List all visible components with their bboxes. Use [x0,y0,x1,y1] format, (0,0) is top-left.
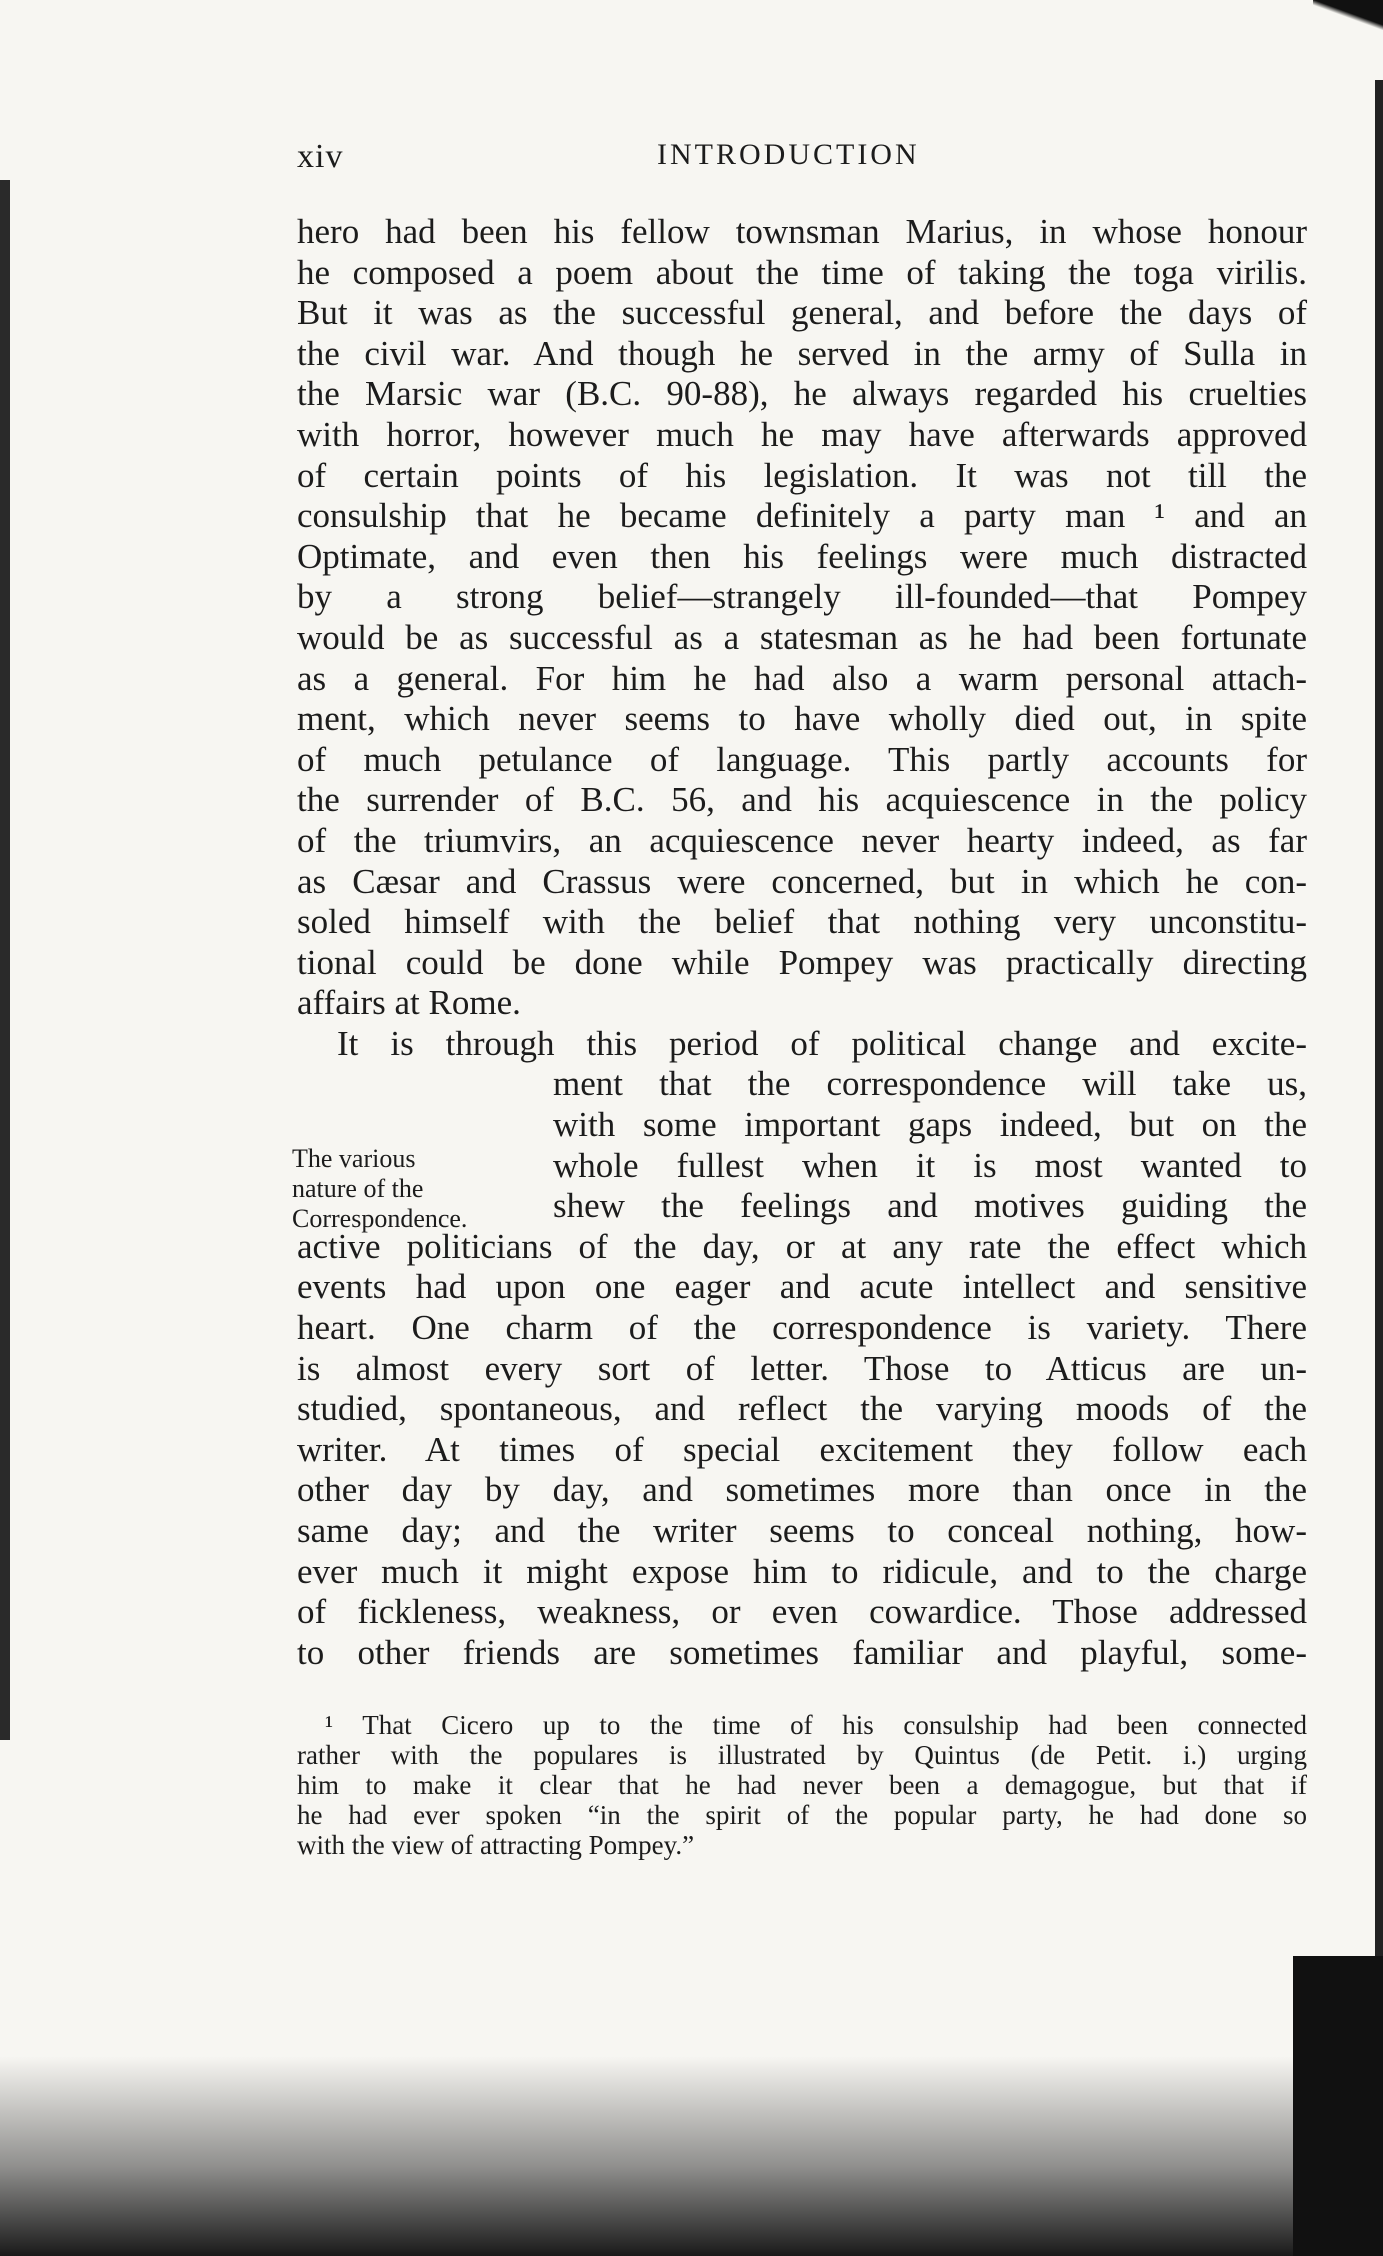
text-line: the Marsic war (B.C. 90-88), he always regarded his cruelties [297,374,1307,414]
paragraph-2-line: with some important gaps indeed, but on the [553,1105,1307,1145]
footnote-line: him to make it clear that he had never been a demagogue, but that if [297,1770,1307,1800]
margin-sidenote [292,1144,532,1234]
text-line: hero had been his fellow townsman Marius, in whose honour [297,212,1307,251]
text-line: But it was as the successful general, and before the days of [297,293,1307,333]
footnote-line: he had ever spoken “in the spirit of the popular party, he had done so [297,1800,1307,1830]
page-number: xiv [297,138,344,175]
scan-bottom-shadow [0,2056,1383,2256]
text-line: with horror, however much he may have afterwards approved [297,414,1307,454]
text-line: of certain points of his legislation. It was not till the [297,455,1307,495]
page-corner-shadow [1313,0,1383,30]
text-line: would be as successful as a statesman as he had been fortunate [297,617,1307,657]
text-line: he composed a poem about the time of taking the toga virilis. [297,252,1307,292]
paragraph-2-line: active politicians of the day, or at any rate the effect which [297,1226,1307,1266]
paragraph-2-line: is almost every sort of letter. Those to Atticus are un- [297,1348,1307,1388]
text-line: consulship that he became definitely a party man ¹ and an [297,496,1307,536]
text-line: as Cæsar and Crassus were concerned, but in which he con- [297,861,1307,901]
paragraph-2-line: shew the feelings and motives guiding the [553,1186,1307,1226]
main-text [297,212,1307,1673]
text-line: of the triumvirs, an acquiescence never hearty indeed, as far [297,820,1307,860]
text-line: the civil war. And though he served in the army of Sulla in [297,333,1307,373]
text-line: of much petulance of language. This partly accounts for [297,739,1307,779]
footnote [297,1710,1307,1860]
text-line: affairs at Rome. [297,983,521,1023]
paragraph-2-line: same day; and the writer seems to conceal nothing, how- [297,1511,1307,1550]
text-line: the surrender of B.C. 56, and his acquiescence in the policy [297,780,1307,820]
sidenote-line: The various [292,1144,416,1173]
text-line: soled himself with the belief that nothing very unconstitu- [297,902,1307,942]
text-line: ment, which never seems to have wholly died out, in spite [297,699,1307,739]
paragraph-2-line: writer. At times of special excitement they follow each [297,1429,1307,1469]
text-line: Optimate, and even then his feelings were much distracted [297,536,1307,576]
text-line: tional could be done while Pompey was practically directing [297,942,1307,982]
text-line: by a strong belief—strangely ill-founded—that Pompey [297,577,1307,617]
paragraph-2-line: ment that the correspondence will take us, [553,1064,1307,1104]
sidenote-line: nature of the [292,1174,424,1203]
paragraph-2-line: to other friends are sometimes familiar and playful, some- [297,1632,1307,1672]
paragraph-2-line: other day by day, and sometimes more than once in the [297,1470,1307,1510]
book-spine-edge [1375,80,1383,2060]
sidenote-line: Correspondence. [292,1204,468,1233]
paragraph-2-line: heart. One charm of the correspondence is variety. There [297,1308,1307,1348]
footnote-line: rather with the populares is illustrated by Quintus (de Petit. i.) urging [297,1740,1307,1770]
text-line: as a general. For him he had also a warm personal attach- [297,658,1307,698]
page-left-edge [0,180,10,1740]
page-header [297,138,1307,182]
paragraph-2-line: studied, spontaneous, and reflect the varying moods of the [297,1389,1307,1429]
paragraph-2-line: ever much it might expose him to ridicule, and to the charge [297,1551,1307,1591]
footnote-line: with the view of attracting Pompey.” [297,1830,695,1860]
scan-bottom-corner [1293,1956,1383,2256]
footnote-line: ¹ That Cicero up to the time of his consulship had been connected [325,1710,1307,1740]
paragraph-2-line: of fickleness, weakness, or even cowardice. Those addressed [297,1592,1307,1632]
paragraph-2-line: whole fullest when it is most wanted to [553,1145,1307,1185]
paragraph-2-line: It is through this period of political change and excite- [337,1023,1307,1063]
running-head: INTRODUCTION [657,138,920,171]
paragraph-2-line: events had upon one eager and acute intellect and sensitive [297,1267,1307,1307]
